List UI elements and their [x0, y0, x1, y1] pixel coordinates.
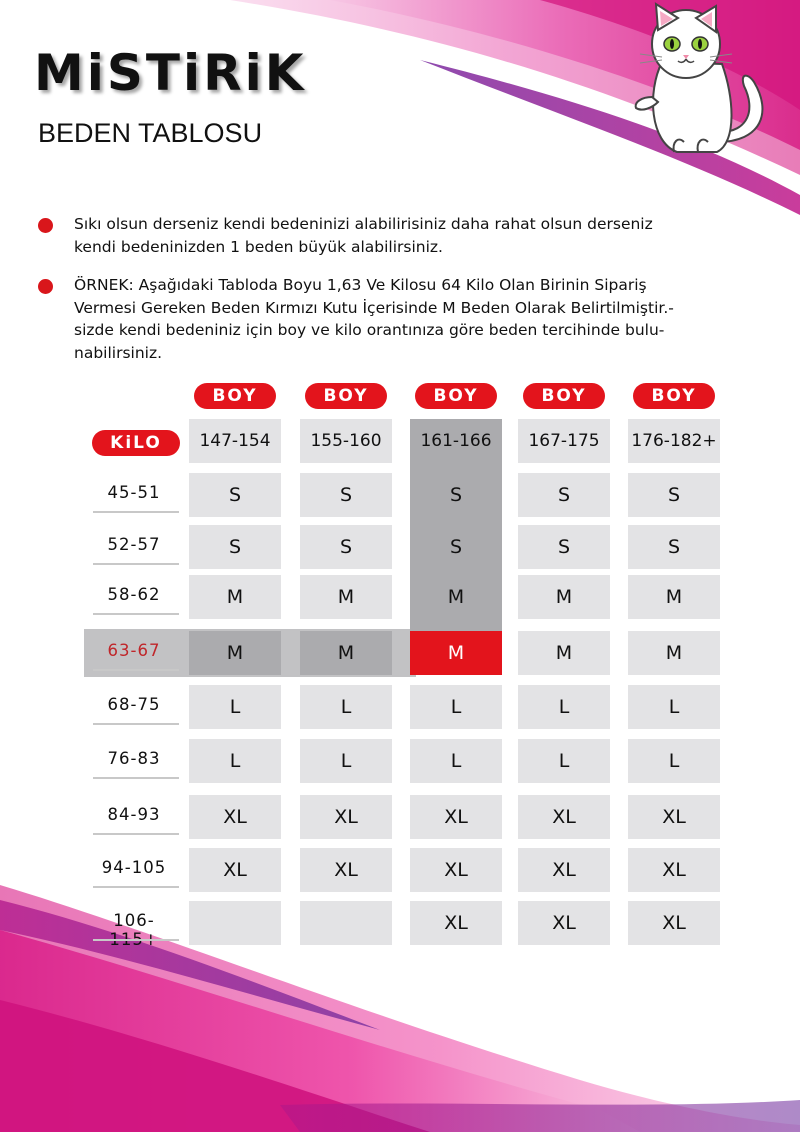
boy-header-label: BOY — [523, 383, 605, 409]
size-cell: S — [410, 473, 502, 517]
size-cell: L — [518, 685, 610, 729]
weight-underline — [93, 833, 179, 835]
size-cell: XL — [518, 795, 610, 839]
size-cell: XL — [410, 848, 502, 892]
size-cell: XL — [628, 795, 720, 839]
size-cell: M — [518, 575, 610, 619]
size-cell: XL — [518, 848, 610, 892]
boy-header-label: BOY — [194, 383, 276, 409]
size-cell: XL — [628, 901, 720, 945]
note-line: sizde kendi bedeniniz için boy ve kilo orantınıza göre beden tercihinde bulu- — [74, 321, 665, 339]
size-cell: M — [628, 575, 720, 619]
size-cell: S — [300, 473, 392, 517]
note-2 — [74, 274, 674, 364]
size-cell: S — [189, 473, 281, 517]
weight-range-label: 76-83 — [107, 749, 161, 768]
weight-underline — [93, 723, 179, 725]
size-cell: M — [628, 631, 720, 675]
highlight-column-gap — [410, 517, 502, 525]
red-dot-icon — [38, 279, 53, 294]
size-cell: XL — [189, 848, 281, 892]
boy-header-label: BOY — [633, 383, 715, 409]
brand-logo: MiSTiRiK — [34, 44, 307, 102]
note-line: ÖRNEK: Aşağıdaki Tabloda Boyu 1,63 Ve Kilosu 64 Kilo Olan Birinin Sipariş — [74, 276, 647, 294]
size-cell: M — [410, 575, 502, 619]
size-cell: M — [189, 631, 281, 675]
size-cell: XL — [628, 848, 720, 892]
size-cell: S — [628, 473, 720, 517]
size-cell: M — [410, 631, 502, 675]
weight-underline — [93, 669, 179, 671]
weight-range-label: 106-115+ — [109, 911, 159, 949]
size-cell — [300, 901, 392, 945]
size-cell — [189, 901, 281, 945]
size-cell: L — [300, 739, 392, 783]
size-cell: L — [300, 685, 392, 729]
weight-underline — [93, 939, 179, 941]
size-cell: S — [300, 525, 392, 569]
note-line: Vermesi Gereken Beden Kırmızı Kutu İçerisinde M Beden Olarak Belirtilmiştir.- — [74, 298, 674, 317]
size-cell: S — [518, 473, 610, 517]
red-dot-icon — [38, 218, 53, 233]
weight-underline — [93, 613, 179, 615]
highlight-column-gap — [410, 619, 502, 631]
size-cell: L — [518, 739, 610, 783]
size-cell: M — [518, 631, 610, 675]
size-cell: L — [189, 739, 281, 783]
cat-mascot-icon — [622, 2, 772, 160]
weight-range-label: 52-57 — [107, 535, 161, 554]
size-cell: M — [189, 575, 281, 619]
size-cell: XL — [189, 795, 281, 839]
size-cell: S — [189, 525, 281, 569]
weight-range-label: 68-75 — [107, 695, 161, 714]
note-line: nabilirsiniz. — [74, 343, 163, 362]
weight-underline — [93, 777, 179, 779]
note-line: kendi bedeninizden 1 beden büyük alabilirsiniz. — [74, 237, 443, 256]
size-cell: XL — [300, 795, 392, 839]
weight-underline — [93, 563, 179, 565]
size-cell: S — [628, 525, 720, 569]
size-cell: S — [518, 525, 610, 569]
kilo-header-label: KiLO — [92, 430, 180, 456]
size-cell: L — [410, 739, 502, 783]
note-line: Sıkı olsun derseniz kendi bedeninizi alabilirisiniz daha rahat olsun derseniz — [74, 215, 653, 233]
weight-range-label: 58-62 — [107, 585, 161, 604]
size-cell: XL — [518, 901, 610, 945]
size-cell: XL — [300, 848, 392, 892]
height-range-cell: 176-182+ — [628, 419, 720, 463]
size-cell: L — [628, 739, 720, 783]
size-cell: S — [410, 525, 502, 569]
size-cell: M — [300, 575, 392, 619]
size-cell: M — [300, 631, 392, 675]
weight-range-label: 63-67 — [107, 641, 161, 660]
boy-header-label: BOY — [415, 383, 497, 409]
weight-underline — [93, 886, 179, 888]
size-cell: XL — [410, 901, 502, 945]
height-range-cell: 161-166 — [410, 419, 502, 463]
height-range-cell: 147-154 — [189, 419, 281, 463]
note-1 — [74, 213, 653, 258]
weight-underline — [93, 511, 179, 513]
weight-range-label: 84-93 — [107, 805, 161, 824]
height-range-cell: 155-160 — [300, 419, 392, 463]
size-cell: L — [189, 685, 281, 729]
height-range-cell: 167-175 — [518, 419, 610, 463]
size-cell: L — [628, 685, 720, 729]
weight-range-label: 94-105 — [101, 858, 167, 877]
weight-range-label: 45-51 — [107, 483, 161, 502]
size-cell: XL — [410, 795, 502, 839]
page-title: BEDEN TABLOSU — [38, 118, 263, 148]
size-cell: L — [410, 685, 502, 729]
boy-header-label: BOY — [305, 383, 387, 409]
